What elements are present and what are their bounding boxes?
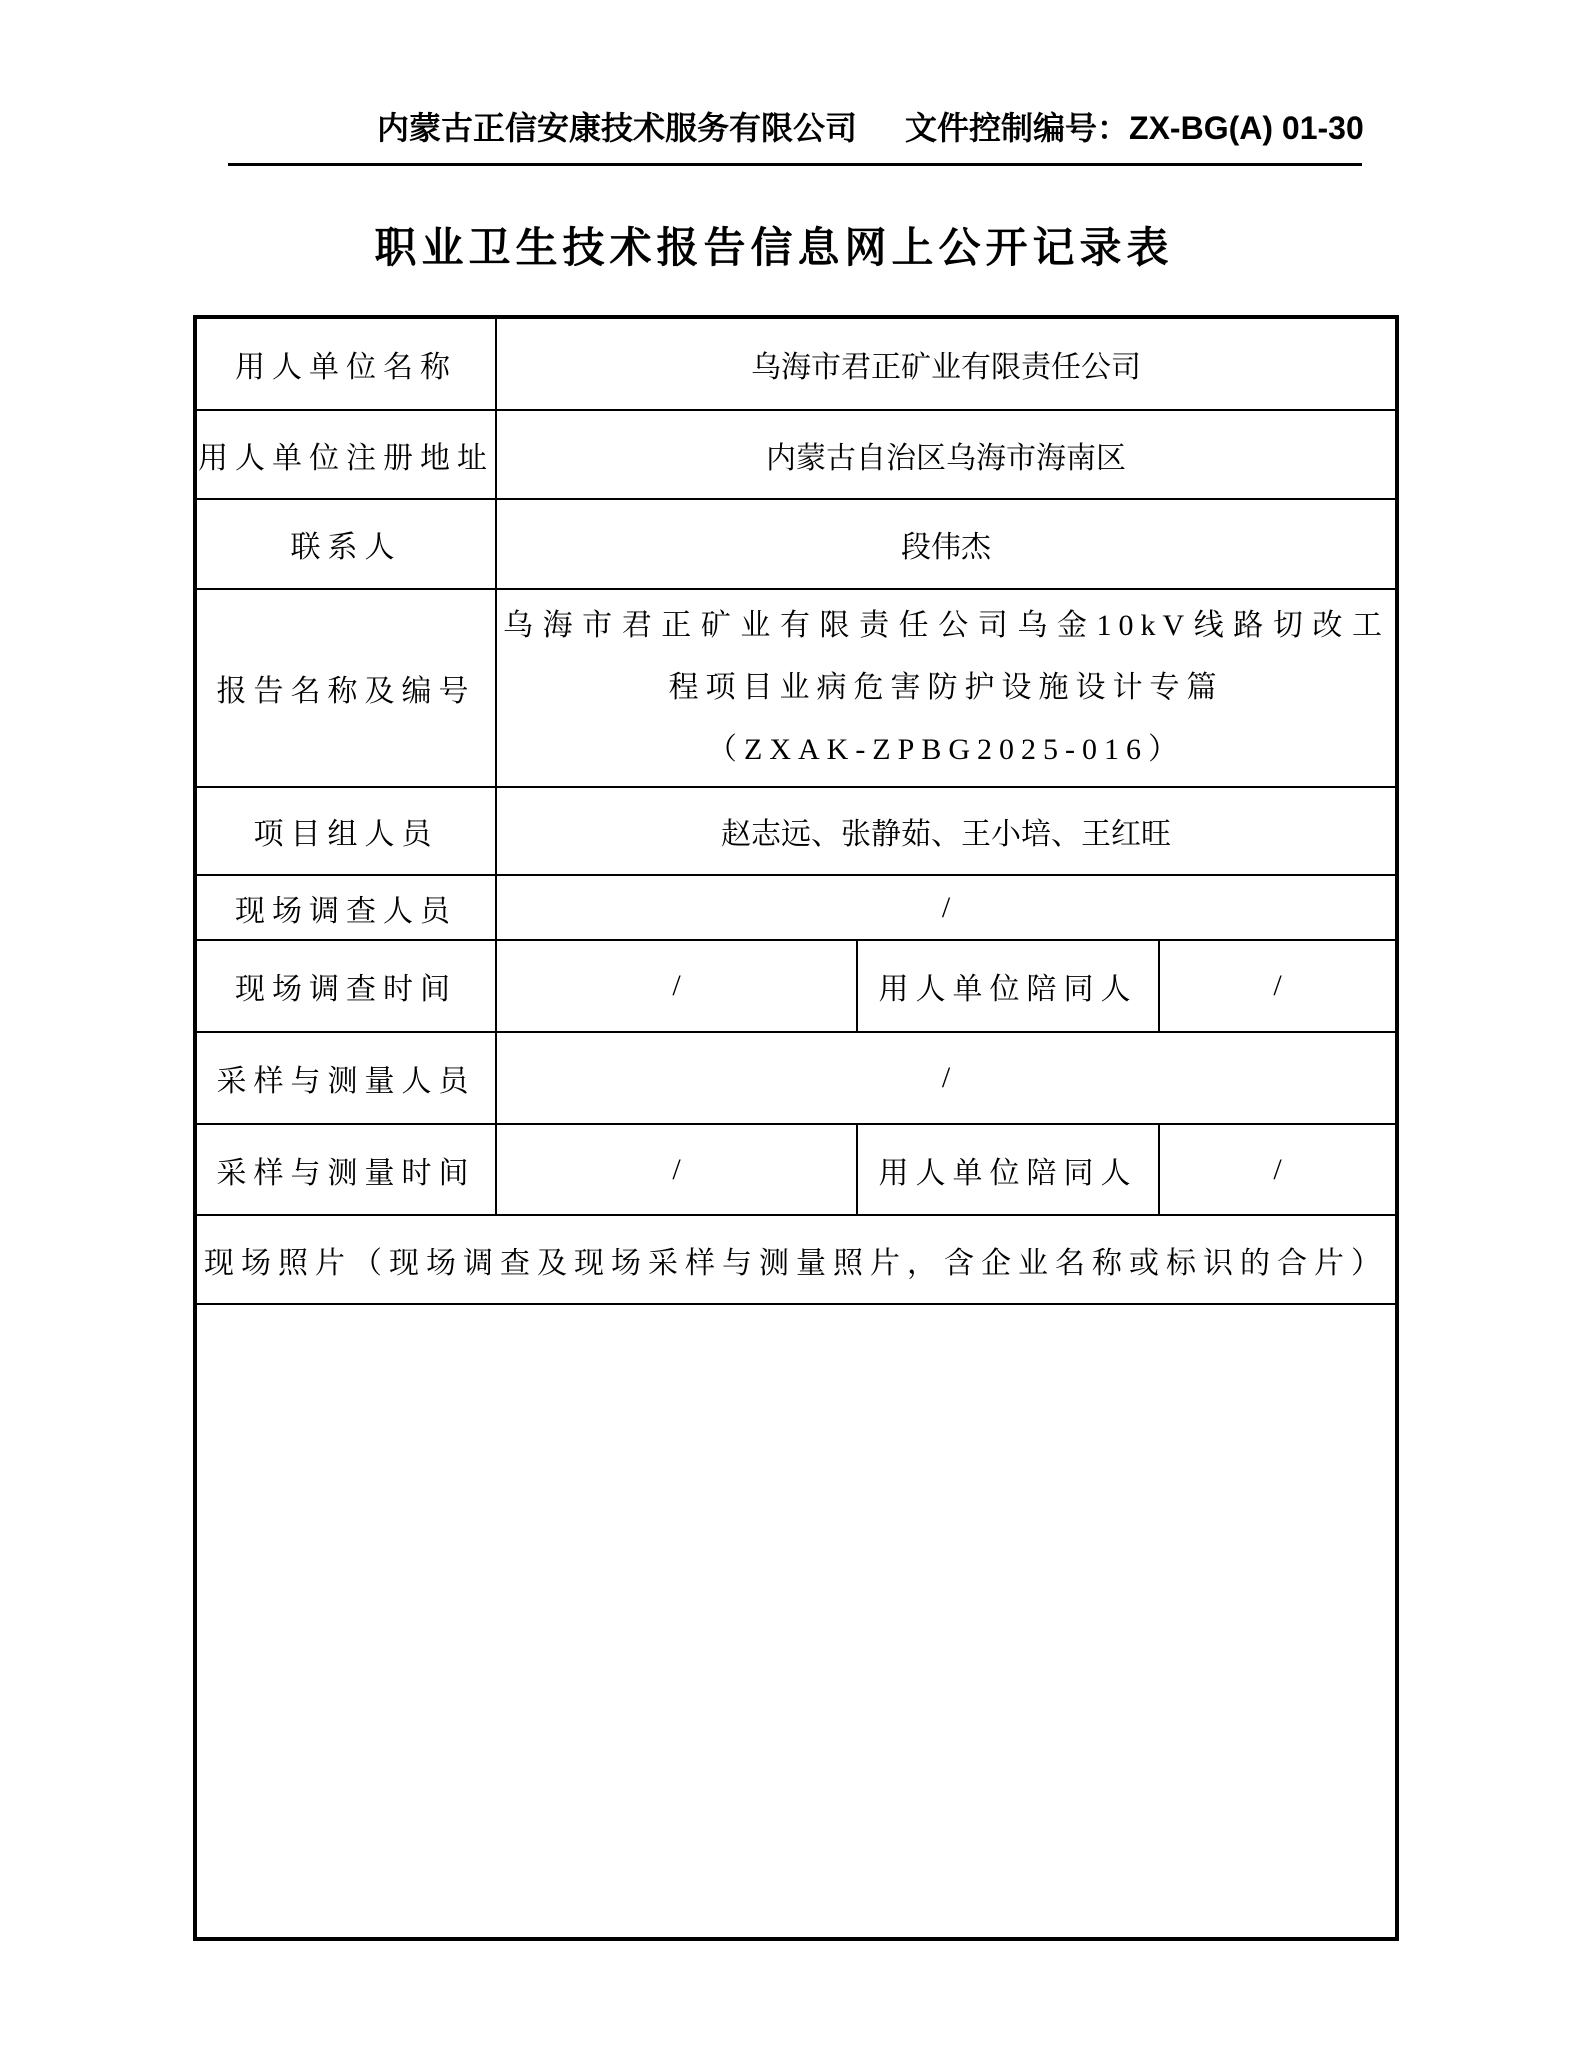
row-label-sampling-staff: 采样与测量人员 xyxy=(195,1032,496,1124)
row-label-employer-escort-1: 用人单位陪同人 xyxy=(857,940,1159,1032)
report-name-line1: 乌海市君正矿业有限责任公司乌金10kV线路切改工 xyxy=(503,609,1389,642)
table-row xyxy=(195,589,1397,787)
row-label-employer-name: 用人单位名称 xyxy=(195,317,496,410)
header-company-name: 内蒙古正信安康技术服务有限公司 xyxy=(377,110,858,146)
header-divider-rule xyxy=(228,163,1362,166)
row-label-project-team: 项目组人员 xyxy=(195,787,496,875)
report-number-line: （ZXAK-ZPBG2025-016） xyxy=(707,733,1185,766)
row-value-contact-person: 段伟杰 xyxy=(496,499,1397,589)
row-label-sampling-time: 采样与测量时间 xyxy=(195,1124,496,1215)
table-row xyxy=(195,1304,1397,1939)
row-label-contact-person: 联系人 xyxy=(195,499,496,589)
doc-control-label: 文件控制编号： xyxy=(905,110,1130,146)
row-label-registered-address: 用人单位注册地址 xyxy=(195,410,496,499)
row-value-registered-address: 内蒙古自治区乌海市海南区 xyxy=(496,410,1397,499)
table-row xyxy=(195,787,1397,875)
running-header xyxy=(377,108,1364,148)
row-value-report-name xyxy=(496,589,1397,787)
report-name-line2: 程项目业病危害防护设施设计专篇 xyxy=(668,671,1224,704)
table-row xyxy=(195,1124,1397,1215)
table-row xyxy=(195,940,1397,1032)
row-label-report-name: 报告名称及编号 xyxy=(195,589,496,787)
row-value-site-survey-staff: / xyxy=(496,875,1397,940)
row-value-employer-name: 乌海市君正矿业有限责任公司 xyxy=(496,317,1397,410)
row-value-employer-escort-1: / xyxy=(1159,940,1397,1032)
doc-control-number: ZX-BG(A) 01-30 xyxy=(1129,110,1364,146)
table-row xyxy=(195,317,1397,410)
table-row xyxy=(195,499,1397,589)
page-title: 职业卫生技术报告信息网上公开记录表 xyxy=(374,224,1174,271)
record-table xyxy=(193,315,1399,1941)
row-value-employer-escort-2: / xyxy=(1159,1124,1397,1215)
row-value-sampling-time: / xyxy=(496,1124,857,1215)
table-row xyxy=(195,1032,1397,1124)
row-value-site-survey-time: / xyxy=(496,940,857,1032)
photo-area-cell xyxy=(195,1304,1397,1939)
row-label-site-survey-time: 现场调查时间 xyxy=(195,940,496,1032)
table-row xyxy=(195,875,1397,940)
table-row xyxy=(195,410,1397,499)
row-label-site-survey-staff: 现场调查人员 xyxy=(195,875,496,940)
photo-caption-cell: 现场照片（现场调查及现场采样与测量照片，含企业名称或标识的合片） xyxy=(195,1215,1397,1304)
table-row xyxy=(195,1215,1397,1304)
row-value-project-team: 赵志远、张静茹、王小培、王红旺 xyxy=(496,787,1397,875)
row-label-employer-escort-2: 用人单位陪同人 xyxy=(857,1124,1159,1215)
row-value-sampling-staff: / xyxy=(496,1032,1397,1124)
